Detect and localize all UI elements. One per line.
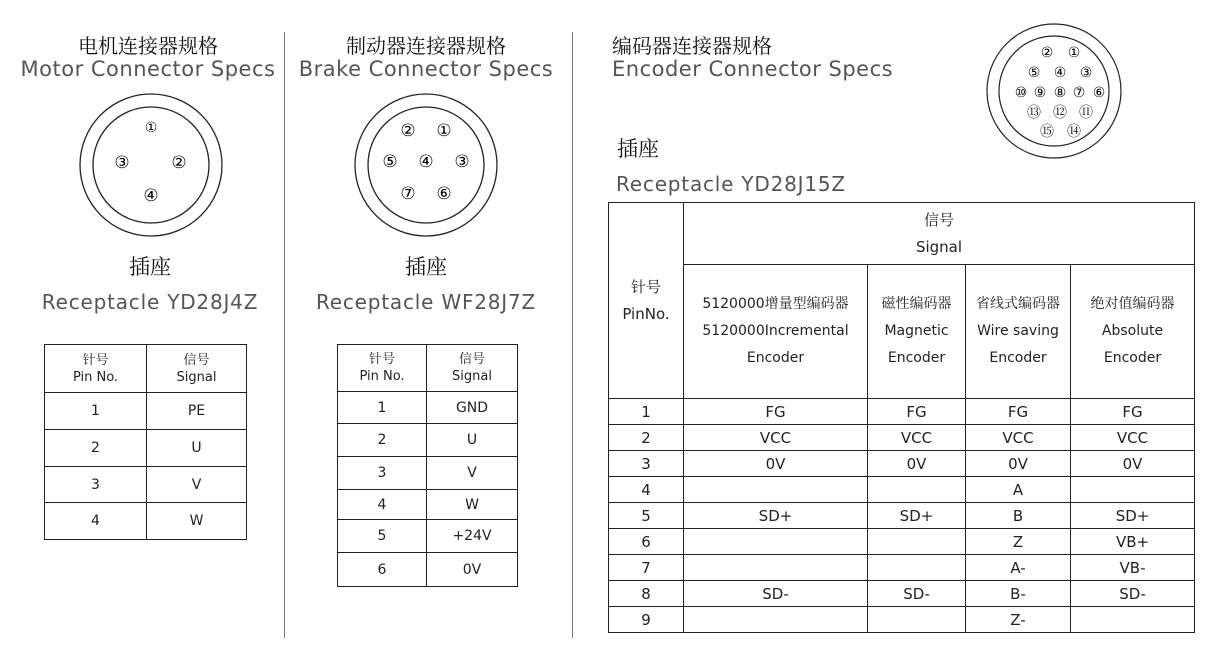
encoder-header-pin-en: PinNo.: [622, 304, 670, 323]
motor-pin-table: [44, 344, 247, 540]
wiresaving-cell: Z: [966, 529, 1071, 555]
wiresaving-cn: 省线式编码器: [976, 296, 1060, 312]
incremental-cell: VCC: [684, 425, 868, 451]
magnetic-cell: 0V: [868, 451, 966, 477]
table-row: [45, 430, 247, 467]
incremental-cell: 0V: [684, 451, 868, 477]
table-row: [338, 392, 518, 424]
motor-connector-face-diagram: [78, 92, 224, 238]
incremental-cell: [684, 529, 868, 555]
encoder-pin-7-label: ⑦: [1072, 85, 1086, 101]
absolute-cell: VB-: [1071, 555, 1195, 581]
incremental-cell: [684, 555, 868, 581]
motor-pin-2-label: ②: [171, 153, 187, 173]
brake-title-cn: 制动器连接器规格: [346, 34, 506, 58]
signal-cell: W: [147, 503, 247, 540]
encoder-pin-11-label: ⑪: [1079, 105, 1093, 121]
incremental-cell: FG: [684, 399, 868, 425]
wiresaving-cell: A-: [966, 555, 1071, 581]
encoder-pin-9-label: ⑨: [1033, 85, 1047, 101]
motor-header-signal-en: Signal: [176, 369, 217, 385]
absolute-cell: FG: [1071, 399, 1195, 425]
encoder-header-signal: [684, 203, 1195, 265]
table-row: [609, 503, 1195, 529]
brake-pin-4-label: ④: [418, 152, 434, 172]
wiresaving-en-1: Wire saving: [977, 323, 1059, 339]
brake-header-pin-en: Pin No.: [359, 369, 405, 384]
brake-header-pin-cn: 针号: [368, 352, 395, 367]
section-divider-2: [572, 32, 573, 638]
absolute-en-1: Absolute: [1101, 323, 1164, 339]
incremental-en-1: 5120000Incremental: [702, 323, 849, 339]
signal-cell: GND: [427, 392, 518, 424]
table-row: [609, 555, 1195, 581]
encoder-pin-4-label: ④: [1053, 65, 1067, 81]
wiresaving-cell: 0V: [966, 451, 1071, 477]
pin-cell: 3: [338, 457, 427, 490]
encoder-connector-face-diagram: [986, 20, 1122, 162]
magnetic-cell: FG: [868, 399, 966, 425]
pin-cell: 3: [45, 467, 147, 503]
brake-pin-3-label: ③: [454, 152, 470, 172]
signal-cell: W: [427, 490, 518, 520]
pin-cell: 2: [609, 425, 684, 451]
table-row: [609, 529, 1195, 555]
wiresaving-en-2: Encoder: [989, 350, 1047, 366]
signal-cell: 0V: [427, 553, 518, 587]
brake-receptacle-cn: 插座: [405, 255, 447, 279]
encoder-title-en: Encoder Connector Specs: [612, 57, 894, 81]
absolute-cn: 绝对值编码器: [1090, 296, 1175, 312]
encoder-receptacle-cn: 插座: [617, 137, 659, 161]
table-row: [609, 477, 1195, 503]
table-row: [609, 425, 1195, 451]
wiresaving-cell: VCC: [966, 425, 1071, 451]
wiresaving-cell: B: [966, 503, 1071, 529]
absolute-cell: VB+: [1071, 529, 1195, 555]
encoder-pin-8-label: ⑧: [1053, 85, 1067, 101]
encoder-header-signal-cn: 信号: [924, 210, 955, 229]
table-row: [338, 457, 518, 490]
encoder-col-magnetic: [868, 265, 966, 399]
motor-header-pin: [45, 345, 147, 393]
brake-pin-table: [337, 344, 518, 587]
table-row: [609, 581, 1195, 607]
magnetic-en-2: Encoder: [887, 350, 946, 366]
encoder-col-absolute: [1071, 265, 1195, 399]
pin-cell: 1: [338, 392, 427, 424]
brake-connector-face-diagram: [353, 92, 499, 238]
motor-header-pin-cn: 针号: [82, 352, 109, 368]
magnetic-cell: SD-: [868, 581, 966, 607]
encoder-pin-2-label: ②: [1040, 45, 1054, 61]
motor-pin-3-label: ③: [114, 153, 130, 173]
pin-cell: 1: [45, 393, 147, 430]
encoder-col-wiresaving: [966, 265, 1071, 399]
wiresaving-cell: B-: [966, 581, 1071, 607]
brake-pin-7-label: ⑦: [400, 184, 416, 204]
table-row: [609, 399, 1195, 425]
encoder-pin-1-label: ①: [1067, 45, 1081, 61]
magnetic-cell: SD+: [868, 503, 966, 529]
signal-cell: U: [427, 424, 518, 457]
table-row: [338, 520, 518, 553]
pin-cell: 3: [609, 451, 684, 477]
motor-header-pin-en: Pin No.: [72, 369, 119, 385]
incremental-cell: SD+: [684, 503, 868, 529]
encoder-header-signal-en: Signal: [915, 237, 963, 256]
motor-pin-1-label: ①: [144, 120, 158, 136]
brake-pin-6-label: ⑥: [436, 184, 452, 204]
encoder-col-incremental: [684, 265, 868, 399]
encoder-pin-10-label: ⑩: [1014, 85, 1028, 101]
magnetic-cell: [868, 607, 966, 633]
absolute-cell: SD+: [1071, 503, 1195, 529]
signal-cell: +24V: [427, 520, 518, 553]
brake-pin-5-label: ⑤: [382, 152, 398, 172]
pin-cell: 6: [609, 529, 684, 555]
pin-cell: 2: [338, 424, 427, 457]
motor-title-cn: 电机连接器规格: [78, 34, 218, 58]
table-row: [45, 467, 247, 503]
magnetic-cell: [868, 477, 966, 503]
pin-cell: 6: [338, 553, 427, 587]
pin-cell: 7: [609, 555, 684, 581]
table-row: [45, 393, 247, 430]
encoder-pin-3-label: ③: [1079, 65, 1093, 81]
incremental-cn: 5120000增量型编码器: [702, 296, 849, 312]
brake-title-en: Brake Connector Specs: [298, 57, 554, 81]
pin-cell: 4: [45, 503, 147, 540]
pin-cell: 8: [609, 581, 684, 607]
brake-header-signal-cn: 信号: [458, 352, 485, 367]
table-row: [609, 451, 1195, 477]
table-row: [45, 503, 247, 540]
magnetic-cell: [868, 555, 966, 581]
magnetic-cn: 磁性编码器: [881, 296, 952, 312]
encoder-pin-table: [608, 202, 1195, 633]
motor-header-signal-cn: 信号: [183, 352, 210, 368]
pin-cell: 4: [338, 490, 427, 520]
encoder-pin-13-label: ⑬: [1027, 105, 1041, 121]
motor-header-signal: [147, 345, 247, 393]
encoder-title-cn: 编码器连接器规格: [612, 34, 772, 58]
brake-receptacle-model: Receptacle WF28J7Z: [315, 290, 537, 314]
wiresaving-cell: Z-: [966, 607, 1071, 633]
table-row: [338, 424, 518, 457]
encoder-pin-5-label: ⑤: [1027, 65, 1041, 81]
absolute-cell: [1071, 607, 1195, 633]
pin-cell: 4: [609, 477, 684, 503]
signal-cell: U: [147, 430, 247, 467]
wiresaving-cell: FG: [966, 399, 1071, 425]
brake-header-pin: [338, 345, 427, 392]
pin-cell: 9: [609, 607, 684, 633]
pin-cell: 5: [338, 520, 427, 553]
encoder-pin-12-label: ⑫: [1053, 105, 1067, 121]
motor-connector-outer-ring: [80, 94, 222, 236]
incremental-cell: SD-: [684, 581, 868, 607]
wiresaving-cell: A: [966, 477, 1071, 503]
absolute-en-2: Encoder: [1103, 350, 1162, 366]
encoder-pin-14-label: ⑭: [1067, 124, 1081, 140]
brake-header-signal-en: Signal: [452, 369, 492, 384]
incremental-cell: [684, 477, 868, 503]
motor-title-en: Motor Connector Specs: [20, 57, 276, 81]
pin-cell: 2: [45, 430, 147, 467]
encoder-header-pin: [609, 203, 684, 399]
brake-pin-1-label: ①: [436, 121, 452, 141]
pin-cell: 1: [609, 399, 684, 425]
motor-pin-4-label: ④: [143, 186, 159, 206]
incremental-cell: [684, 607, 868, 633]
brake-header-signal: [427, 345, 518, 392]
table-row: [609, 607, 1195, 633]
section-divider-1: [284, 32, 285, 638]
table-row: [338, 553, 518, 587]
encoder-header-pin-cn: 针号: [630, 277, 661, 296]
absolute-cell: 0V: [1071, 451, 1195, 477]
encoder-pin-6-label: ⑥: [1092, 85, 1106, 101]
table-row: [338, 490, 518, 520]
signal-cell: V: [427, 457, 518, 490]
absolute-cell: SD-: [1071, 581, 1195, 607]
encoder-pin-15-label: ⑮: [1040, 124, 1054, 140]
absolute-cell: [1071, 477, 1195, 503]
incremental-en-2: Encoder: [746, 350, 805, 366]
magnetic-cell: VCC: [868, 425, 966, 451]
magnetic-en-1: Magnetic: [884, 323, 949, 339]
absolute-cell: VCC: [1071, 425, 1195, 451]
encoder-receptacle-model: Receptacle YD28J15Z: [616, 172, 846, 196]
motor-receptacle-cn: 插座: [129, 255, 171, 279]
pin-cell: 5: [609, 503, 684, 529]
motor-receptacle-model: Receptacle YD28J4Z: [41, 290, 259, 314]
brake-pin-2-label: ②: [400, 121, 416, 141]
magnetic-cell: [868, 529, 966, 555]
signal-cell: V: [147, 467, 247, 503]
signal-cell: PE: [147, 393, 247, 430]
